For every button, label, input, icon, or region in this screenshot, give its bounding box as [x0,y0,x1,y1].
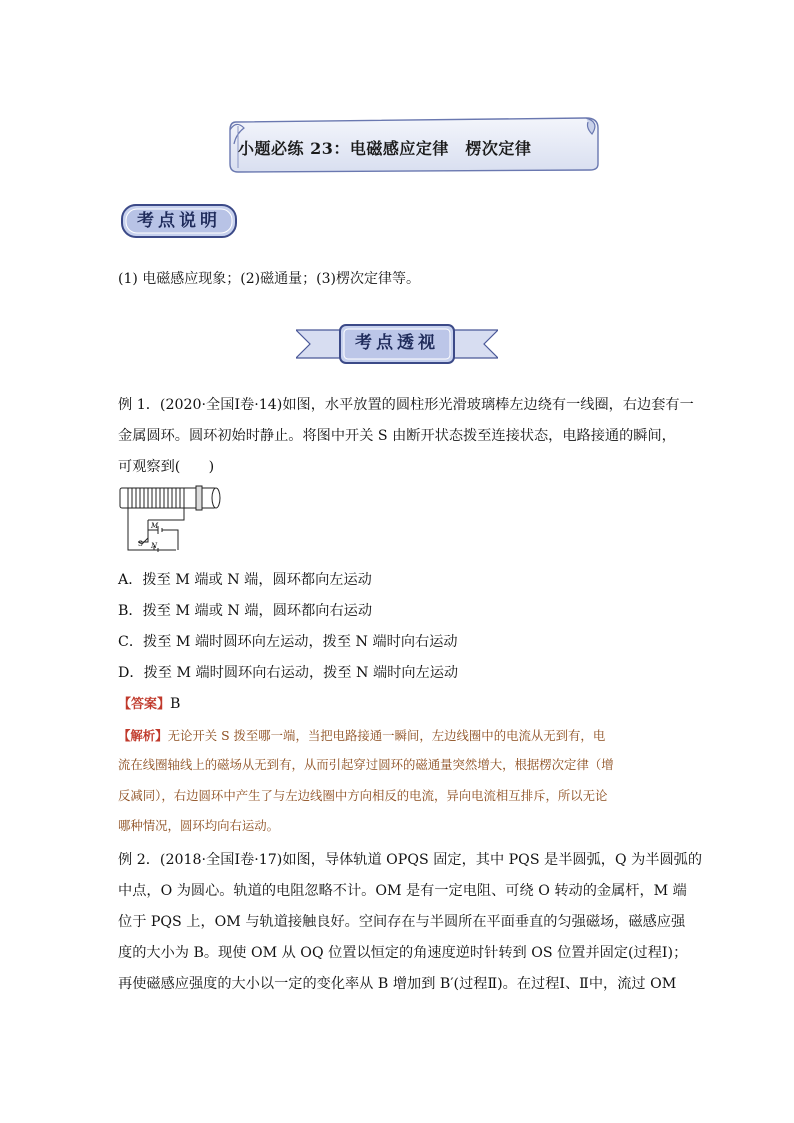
answer-line [118,695,180,714]
question-line: 位于 PQS 上，OM 与轨道接触良好。空间存在与半圆所在平面垂直的匀强磁场，磁感应强 [118,914,686,930]
analysis-tag: 【解析】 [118,728,168,743]
question-line: 例 2．(2018·全国Ⅰ卷·17)如图，导体轨道 OPQS 固定，其中 PQS 是半圆弧，Q 为半圆弧的 [118,852,703,868]
label-s: S [138,540,143,548]
analysis-line [118,728,605,744]
label-n: N [151,542,158,550]
answer-value: B [170,696,181,712]
question-line: 金属圆环。圆环初始时静止。将图中开关 S 由断开状态拨至连接状态，电路接通的瞬间， [118,428,676,444]
option-c: C．拨至 M 端时圆环向左运动，拨至 N 端时向右运动 [118,634,458,650]
coil-circuit-figure [118,484,222,556]
question-line: 例 1．(2020·全国Ⅰ卷·14)如图，水平放置的圆柱形光滑玻璃棒左边绕有一线圈，右边套有一 [118,397,694,413]
option-a: A．拨至 M 端或 N 端，圆环都向左运动 [118,572,372,588]
analysis-text: 无论开关 S 拨至哪一端，当把电路接通一瞬间，左边线圈中的电流从无到有，电 [167,728,606,743]
analysis-line: 流在线圈轴线上的磁场从无到有，从而引起穿过圆环的磁通量突然增大，根据楞次定律（增 [118,757,614,772]
page-title: 小题必练 23：电磁感应定律 楞次定律 [238,139,532,158]
answer-tag: 【答案】 [118,697,171,712]
question-line: 度的大小为 B。现使 OM 从 OQ 位置以恒定的角速度逆时针转到 OS 位置并固定(过程Ⅰ)； [118,945,688,961]
option-d: D．拨至 M 端时圆环向右运动，拨至 N 端时向左运动 [118,665,459,681]
option-b: B．拨至 M 端或 N 端，圆环都向右运动 [118,603,373,619]
question-line: 中点，O 为圆心。轨道的电阻忽略不计。OM 是有一定电阻、可绕 O 转动的金属杆，M 端 [118,883,687,899]
section-text: (1) 电磁感应现象；(2)磁通量；(3)楞次定律等。 [118,271,420,287]
label-m: M [151,522,159,530]
analysis-line: 反减同），右边圆环中产生了与左边线圈中方向相反的电流，异向电流相互排斥，所以无论 [118,788,608,803]
section-badge-label: 考点透视 [355,333,439,353]
analysis-line: 哪种情况，圆环均向右运动。 [118,818,280,833]
question-line: 可观察到( ) [118,459,215,475]
question-line: 再使磁感应强度的大小以一定的变化率从 B 增加到 B′(过程Ⅱ)。在过程Ⅰ、Ⅱ中，流过 OM [118,976,677,992]
section-badge-label: 考点说明 [137,211,221,231]
